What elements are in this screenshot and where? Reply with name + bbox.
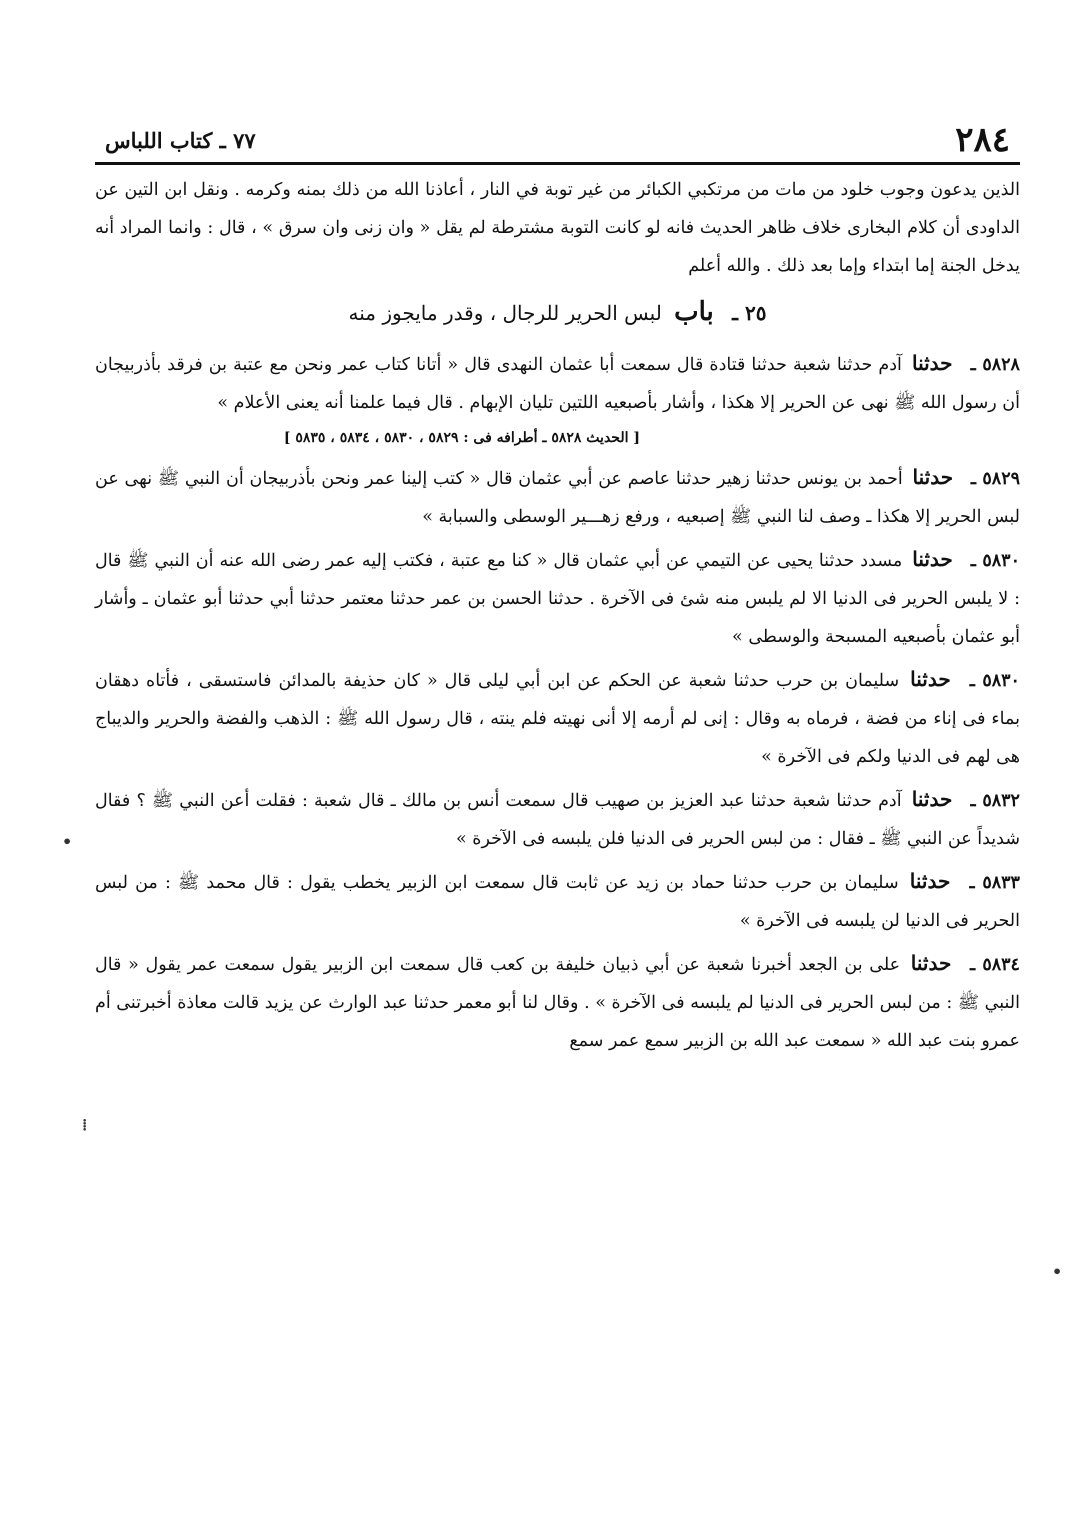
hadith-5834 [95,944,1020,1060]
running-title: ٧٧ ـ كتاب اللباس [105,127,256,153]
hadith-5829 [95,458,1020,536]
hadith-number: ٥٨٣٠ ـ [969,671,1020,691]
intro-paragraph: الذين يدعون وجوب خلود من مات من مرتكبي الكبائر من غير توبة في النار ، أعاذنا الله من ذلك بمنه وكرمه . ونقل ابن التين عن الداودى أن كلام البخارى خلاف ظاهر الحديث فانه لو كانت التوبة مشترطة لم يقل « وان زنى وان سرق » ، قال : وانما المراد أنه يدخل الجنة إما ابتداء وإما بعد ذلك . والله أعلم [95,180,1020,276]
page [95,118,1020,1508]
hadith-number: ٥٨٣٢ ـ [970,791,1020,811]
hadith-text: مسدد حدثنا يحيى عن التيمي عن أبي عثمان قال « كنا مع عتبة ، فكتب إليه عمر رضى الله عنه أن النبي ﷺ قال : لا يلبس الحرير فى الدنيا الا لم يلبس منه شئ فى الآخرة . حدثنا الحسن بن عمر حدثنا معتمر حدثنا أبي حدثنا أبو عثمان ـ وأشار أبو عثمان بأصبعيه المسبحة والوسطى » [95,551,1020,647]
hadith-text: آدم حدثنا شعبة حدثنا عبد العزيز بن صهيب قال سمعت أنس بن مالك ـ قال شعبة : فقلت أعن النبي ﷺ ؟ فقال شديداً عن النبي ﷺ ـ فقال : من لبس الحرير فى الدنيا فلن يلبسه فى الآخرة » [95,791,1020,849]
haddathana-marker: حدثنا [909,869,951,893]
margin-dot-mark: • [62,832,73,851]
hadith-5833 [95,862,1020,940]
hadith-number: ٥٨٢٩ ـ [970,469,1020,489]
hadith-reference: [ الحديث ٥٨٢٨ ـ أطرافه فى : ٥٨٢٩ ، ٥٨٣٠ ، ٥٨٣٤ ، ٥٨٣٥ ] [283,430,640,446]
hadith-5828 [95,344,1020,422]
hadith-5830b [95,660,1020,776]
hadith-number: ٥٨٢٨ ـ [970,355,1020,375]
page-body [95,165,1020,1060]
haddathana-marker: حدثنا [911,351,953,375]
page-header [95,118,1020,165]
chapter-bab: باب [674,297,714,327]
margin-speck-mark: ⁞ [82,1115,88,1134]
hadith-5832 [95,780,1020,858]
haddathana-marker: حدثنا [912,547,953,571]
haddathana-marker: حدثنا [910,951,952,975]
haddathana-marker: حدثنا [912,465,954,489]
hadith-number: ٥٨٣٠ ـ [970,551,1020,571]
chapter-number: ٢٥ ـ [732,301,767,325]
page-number: ٢٨٤ [955,120,1010,160]
hadith-text: على بن الجعد أخبرنا شعبة عن أبي ذبيان خليفة بن كعب قال سمعت ابن الزبير يقول سمعت عمر يقول « قال النبي ﷺ : من لبس الحرير فى الدنيا لم يلبسه فى الآخرة » . وقال لنا أبو معمر حدثنا عبد الوارث عن يزيد قالت معاذة أخبرتنى أم عمرو بنت عبد الله « سمعت عبد الله بن الزبير سمع عمر سمع [95,955,1020,1051]
hadith-text: أحمد بن يونس حدثنا زهير حدثنا عاصم عن أبي عثمان قال « كتب إلينا عمر ونحن بأذربيجان أن النبي ﷺ نهى عن لبس الحرير إلا هكذا ـ وصف لنا النبي ﷺ إصبعيه ، ورفع زهـــير الوسطى والسبابة » [95,469,1020,527]
chapter-title: لبس الحرير للرجال ، وقدر مايجوز منه [348,301,662,325]
hadith-text: سليمان بن حرب حدثنا شعبة عن الحكم عن ابن أبي ليلى قال « كان حذيفة بالمدائن فاستسقى ، فأتاه دهقان بماء فى إناء من فضة ، فرماه به وقال : إنى لم أرمه إلا أنى نهيته فلم ينته ، قال رسول الله ﷺ : الذهب والفضة والحرير والديباج هى لهم فى الدنيا ولكم فى الآخرة » [95,671,1020,767]
hadith-5830 [95,540,1020,656]
hadith-text: سليمان بن حرب حدثنا حماد بن زيد عن ثابت قال سمعت ابن الزبير يخطب يقول : قال محمد ﷺ : من لبس الحرير فى الدنيا لن يلبسه فى الآخرة » [95,873,1020,931]
margin-dot-mark: • [1052,1262,1063,1281]
hadith-text: آدم حدثنا شعبة حدثنا قتادة قال سمعت أبا عثمان النهدى قال « أتانا كتاب عمر ونحن مع عتبة بن فرقد بأذربيجان أن رسول الله ﷺ نهى عن الحرير إلا هكذا ، وأشار بأصبعيه اللتين تليان الإبهام . قال فيما علمنا أنه يعنى الأعلام » [95,355,1020,413]
hadith-number: ٥٨٣٣ ـ [969,873,1020,893]
chapter-heading [95,295,1020,330]
hadith-number: ٥٨٣٤ ـ [970,955,1020,975]
haddathana-marker: حدثنا [911,787,953,811]
haddathana-marker: حدثنا [910,667,951,691]
